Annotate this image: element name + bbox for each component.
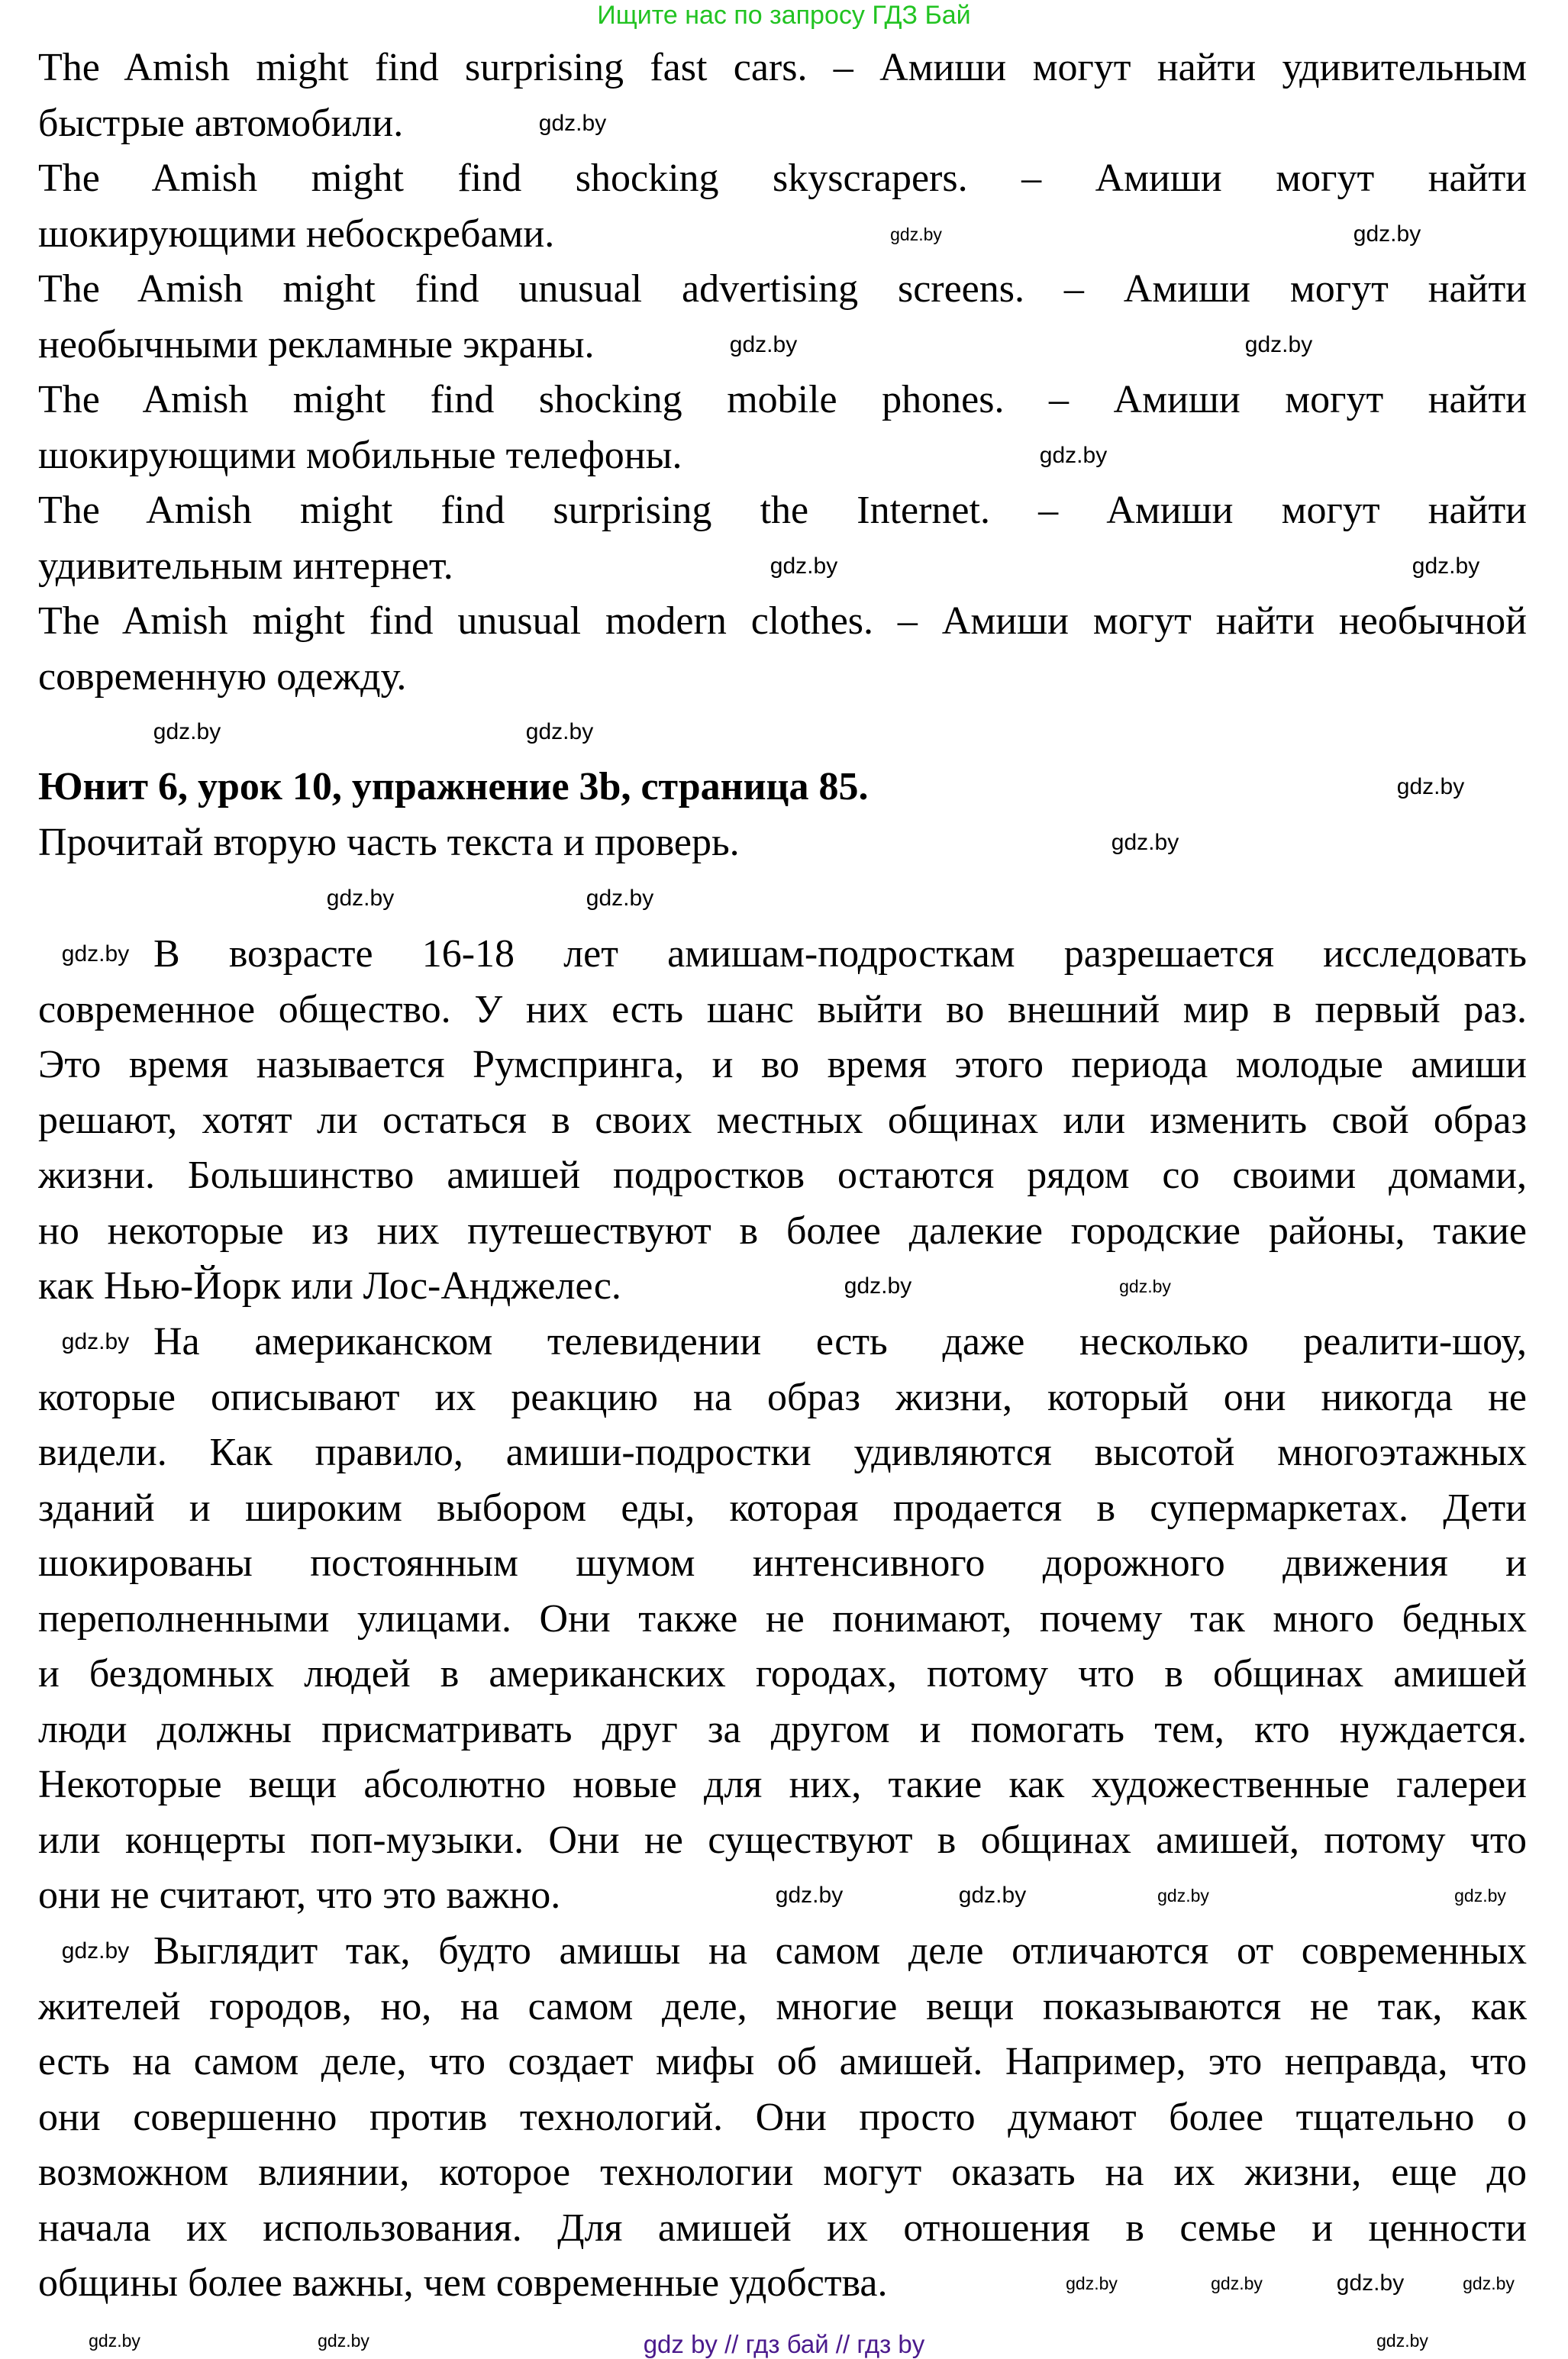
watermark: gdz.by	[1412, 553, 1480, 579]
text-line: решают, хотят ли остаться в своих местных общинах или изменить свой образ	[38, 1098, 1527, 1142]
text-line: общины более важны, чем современные удобства.	[38, 2261, 888, 2305]
footer-links[interactable]: gdz by // гдз бай // гдз by	[643, 2330, 925, 2358]
answer-line: The Amish might find surprising the Internet. – Амиши могут найти	[38, 489, 1527, 532]
text-line: Это время называется Румспринга, и во время этого периода молодые амиши	[38, 1043, 1527, 1086]
watermark: gdz.by	[61, 941, 130, 967]
watermark: gdz.by	[525, 719, 594, 744]
watermark: gdz.by	[729, 332, 798, 357]
paragraph-3	[38, 1924, 1527, 2312]
text-line: шокированы постоянным шумом интенсивного дорожного движения и	[38, 1541, 1527, 1585]
watermark: gdz.by	[61, 1329, 130, 1354]
paragraph-2	[38, 1315, 1527, 1924]
text-line: зданий и широким выбором еды, которая продается в супермаркетах. Дети	[38, 1486, 1527, 1530]
watermark: gdz.by	[1119, 1276, 1171, 1296]
text-line: они совершенно против технологий. Они просто думают более тщательно о	[38, 2095, 1527, 2139]
watermark: gdz.by	[1353, 221, 1421, 247]
text-line: возможном влиянии, которое технологии могут оказать на их жизни, еще до	[38, 2151, 1527, 2194]
answer-line: шокирующими мобильные телефоны.	[38, 433, 682, 477]
watermark: gdz.by	[1111, 830, 1179, 855]
paragraph-1	[38, 927, 1527, 1315]
answer-line: The Amish might find shocking skyscrapers. – Амиши могут найти	[38, 157, 1527, 200]
watermark: gdz.by	[538, 111, 607, 136]
answer-line: быстрые автомобили.	[38, 101, 404, 145]
text-line: люди должны присматривать друг за другом и помогать тем, кто нуждается.	[38, 1707, 1527, 1751]
watermark: gdz.by	[1454, 1886, 1506, 1906]
text-line: На американском телевидении есть даже несколько реалити-шоу,	[153, 1320, 1527, 1363]
exercise-instruction: Прочитай вторую часть текста и проверь.	[38, 820, 740, 864]
watermark: gdz.by	[890, 224, 942, 244]
watermark: gdz.by	[89, 2331, 140, 2351]
text-line: как Нью-Йорк или Лос-Анджелес.	[38, 1264, 621, 1308]
watermark: gdz.by	[318, 2331, 369, 2351]
watermark: gdz.by	[1066, 2273, 1118, 2293]
watermark: gdz.by	[1039, 443, 1108, 468]
watermark: gdz.by	[1336, 2270, 1405, 2296]
text-line: жителей городов, но, на самом деле, многие вещи показываются не так, как	[38, 1984, 1527, 2028]
text-line: Выглядит так, будто амишы на самом деле отличаются от современных	[153, 1929, 1527, 1973]
text-line: они не считают, что это важно.	[38, 1873, 561, 1917]
text-line: есть на самом деле, что создает мифы об амишей. Например, это неправда, что	[38, 2040, 1527, 2083]
answer-line: The Amish might find shocking mobile phones. – Амиши могут найти	[38, 378, 1527, 421]
footer	[0, 2330, 1568, 2359]
watermark: gdz.by	[326, 886, 395, 911]
answers-list	[38, 40, 1527, 705]
text-line: которые описывают их реакцию на образ жизни, который они никогда не	[38, 1375, 1527, 1419]
watermark: gdz.by	[1463, 2273, 1515, 2293]
watermark: gdz.by	[1396, 774, 1465, 799]
answer-line: необычными рекламные экраны.	[38, 322, 595, 366]
answer-line: The Amish might find unusual modern clothes. – Амиши могут найти необычной	[38, 599, 1527, 643]
search-hint-banner: Ищите нас по запросу ГДЗ Бай	[597, 1, 971, 30]
exercise-heading: Юнит 6, урок 10, упражнение 3b, страница 85.	[38, 765, 869, 808]
text-line: но некоторые из них путешествуют в более далекие городские районы, такие	[38, 1209, 1527, 1253]
text-line: начала их использования. Для амишей их отношения в семье и ценности	[38, 2206, 1527, 2250]
answer-line: шокирующими небоскребами.	[38, 211, 555, 256]
watermark: gdz.by	[958, 1883, 1027, 1908]
answer-line: современную одежду.	[38, 654, 407, 699]
text-line: или концерты поп-музыки. Они не существуют в общинах амишей, потому что	[38, 1818, 1527, 1862]
text-line: видели. Как правило, амиши-подростки удивляются высотой многоэтажных	[38, 1431, 1527, 1474]
watermark: gdz.by	[586, 886, 654, 911]
text-line: В возрасте 16-18 лет амишам-подросткам разрешается исследовать	[153, 932, 1527, 976]
text-line: и бездомных людей в американских городах, потому что в общинах амишей	[38, 1652, 1527, 1696]
watermark: gdz.by	[153, 719, 221, 744]
watermark: gdz.by	[1157, 1886, 1209, 1906]
answer-line: The Amish might find surprising fast cars. – Амиши могут найти удивительным	[38, 46, 1527, 89]
exercise-header	[38, 760, 1527, 870]
answer-line: The Amish might find unusual advertising screens. – Амиши могут найти	[38, 267, 1527, 311]
watermark: gdz.by	[61, 1938, 130, 1964]
watermark: gdz.by	[1376, 2331, 1428, 2351]
text-line: современное общество. У них есть шанс выйти во внешний мир в первый раз.	[38, 987, 1527, 1031]
watermark: gdz.by	[769, 553, 838, 579]
watermark: gdz.by	[1244, 332, 1313, 357]
text-line: переполненными улицами. Они также не понимают, почему так много бедных	[38, 1596, 1527, 1641]
text-line: Некоторые вещи абсолютно новые для них, такие как художественные галереи	[38, 1763, 1527, 1806]
watermark: gdz.by	[844, 1273, 912, 1299]
answer-line: удивительным интернет.	[38, 544, 453, 588]
watermark: gdz.by	[1211, 2273, 1263, 2293]
text-line: жизни. Большинство амишей подростков остаются рядом со своими домами,	[38, 1154, 1527, 1197]
watermark: gdz.by	[775, 1883, 844, 1908]
